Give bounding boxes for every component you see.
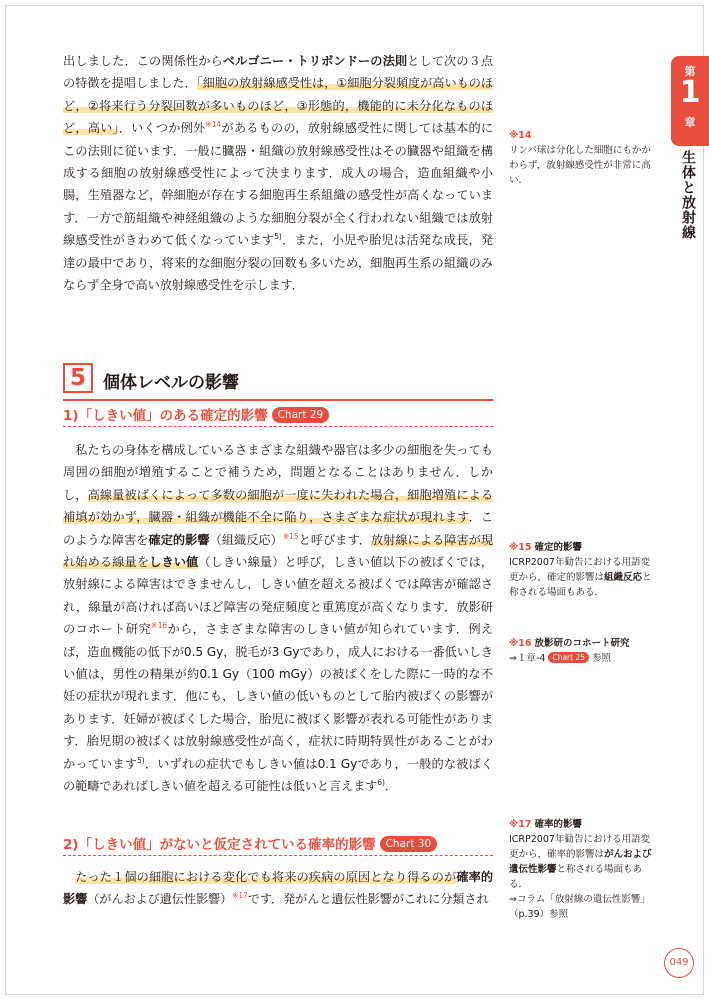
subsection-1-heading (63, 404, 493, 427)
side-note-14-text: リンパ球は分化した細胞にもかかわらず，放射線感受性が非常に高い． (509, 145, 651, 186)
citation-5b: 5) (137, 755, 145, 765)
highlight-high-dose: 高線量被ばくによって多数の細胞が一度に失われた場合，細胞増殖による補填が効かず，臓器・組織が機能不全に陥り，さまざまな症状が現れます (63, 487, 493, 525)
section-heading (63, 363, 493, 401)
bergonie-law: ベルゴニー・トリボンドーの法則 (222, 54, 408, 68)
note-ref-14[interactable]: ※14 (205, 120, 222, 130)
highlight-threshold: 放射線による障害が現れ始める線量をしきい値 (63, 532, 493, 570)
page-number: 049 (664, 948, 694, 978)
chart-25-badge[interactable]: Chart 25 (548, 652, 589, 663)
paragraph-stochastic: たった１個の細胞における変化でも将来の疾病の原因となり得るのが確率的影響（がんおよび遺伝性影響）$^{※17}$です．発がんと遺伝性影響がこれに分類され (63, 870, 494, 907)
side-note-16-ref: ⇒１章-4 Chart 25 参照 (509, 653, 612, 664)
side-note-15-head: 確定的影響 (534, 542, 583, 553)
note-ref-17[interactable]: ※17 (232, 891, 248, 901)
subsection-1-title: 1)「しきい値」のある確定的影響 (63, 408, 268, 424)
chart-29-badge[interactable]: Chart 29 (272, 407, 330, 423)
chart-30-badge[interactable]: Chart 30 (380, 836, 438, 852)
side-note-16: ※16 放影研のコホート研究 ⇒１章-4 Chart 25 参照 (509, 636, 659, 666)
highlight-law-statement: 「細胞の放射線感受性は，①細胞分裂頻度が高いものほど，②将来行う分裂回数が多いものほど，③形態的，機能的に未分化なものほど，高い」 (63, 76, 493, 136)
chapter-number: 1 (679, 75, 701, 110)
body-text-2 (63, 866, 493, 911)
chapter-tab-suffix: 章 (684, 116, 696, 129)
subsection-2-heading (63, 833, 493, 856)
highlight-single-cell: たった１個の細胞における変化でも将来の疾病の原因となり得るのが (75, 870, 457, 884)
side-note-17-text: ICRP2007年勧告における用語変更から，確率的影響はがんおよび遺伝性影響と称される場面もある． (509, 834, 652, 890)
side-note-14 (509, 128, 659, 188)
note-ref-15[interactable]: ※15 (282, 531, 299, 541)
chapter-tab-prefix: 第 (684, 65, 696, 78)
citation-5: 5) (274, 232, 282, 242)
term-deterministic-effect: 確定的影響 (148, 532, 210, 547)
side-note-15-text: ICRP2007年勧告における用語変更から，確定的影響は組織反応と称される場面もある． (509, 557, 652, 598)
intro-text (63, 50, 493, 296)
chapter-tab (671, 56, 709, 146)
side-note-15: ※15 確定的影響 ICRP2007年勧告における用語変更から，確定的影響は組織反応と称される場面もある． (509, 540, 659, 600)
side-note-17: ※17 確率的影響 ICRP2007年勧告における用語変更から，確率的影響はがんおよび遺伝性影響と称される場面もある． ⇒コラム「放射線の遺伝性影響」（p.39）参照 (509, 817, 659, 922)
side-note-17-ref[interactable]: ⇒コラム「放射線の遺伝性影響」（p.39）参照 (509, 894, 650, 920)
body-text-1 (63, 439, 493, 798)
term-stochastic-effect: 確率的影響 (63, 870, 494, 907)
side-note-14-tag: ※14 (509, 130, 532, 141)
citation-6: 6) (377, 778, 385, 788)
section-title: 個体レベルの影響 (103, 373, 239, 393)
section-number: 5 (63, 363, 93, 393)
side-note-17-head: 確率的影響 (534, 819, 583, 830)
intro-paragraph: 出しました．この関係性からベルゴニー・トリボンドーの法則として次の３点の特徴を提唱しました．「細胞の放射線感受性は，①細胞分裂頻度が高いものほど，②将来行う分裂回数が多いものほど，③形態的，機能的に未分化なものほど，高い」．いくつか例外$^{※14}$があるものの，放射線感受性に関しては基本的にこの法則に従います．一般に臓器・組織の放射線感受性はその臓器や組織を構成する細胞の放射線感受性によって決まります．成人の場合，造血組織や小腸，生殖器など，幹細胞が存在する細胞再生系組織の感受性が高くなっています．一方で筋組織や神経組織のような細胞分裂が全く行われない組織では放射線感受性がきわめて低くなっています$^{5)}$．また，小児や胎児は活発な成長，発達の最中であり，将来的な細胞分裂の回数も多いため，細胞再生系の組織のみならず全身で高い放射線感受性を示します． (63, 54, 494, 293)
side-note-16-head: 放影研のコホート研究 (534, 638, 630, 649)
chapter-title: 生体と放射線 (680, 150, 696, 240)
note-ref-16[interactable]: ※16 (151, 621, 168, 631)
subsection-2-title: 2)「しきい値」がないと仮定されている確率的影響 (63, 837, 376, 853)
paragraph-deterministic: 私たちの身体を構成しているさまざまな組織や器官は多少の細胞を失っても周囲の細胞が増殖することで補うため，問題となることはありません．しかし，高線量被ばくによって多数の細胞が一度に失われた場合，細胞増殖による補填が効かず，臓器・組織が機能不全に陥り，さまざまな症状が現れます．このような障害を確定的影響（組織反応）$^{※15}$と呼びます．放射線による障害が現れ始める線量をしきい値（しきい線量）と呼び，しきい値以下の被ばくでは，放射線による障害はできませんし，しきい値を超える被ばくでは障害が確認され，線量が高ければ高いほど障害の発症頻度と重篤度が高くなります．放影研のコホート研究$^{※16}$から，さまざまな障害のしきい値が知られています．例えば，造血機能の低下が0.5 Gy，脱毛が3 Gyであり，成人における一番低いしきい値は，男性の精巣が約0.1 Gy（100 mGy）の被ばくをした際に一時的な不妊の症状が現れます．他にも，しきい値の低いものとして胎内被ばくの影響があります．妊婦が被ばくした場合，胎児に被ばく影響が表れる可能性があります．胎児期の被ばくは放射線感受性が高く，症状に時期特異性があることがわかっています$^{5)}$．いずれの症状でもしきい値は0.1 Gyであり，一般的な被ばくの範疇であればしきい値を超える可能性は低いと言えます$^{6)}$． (63, 443, 493, 794)
